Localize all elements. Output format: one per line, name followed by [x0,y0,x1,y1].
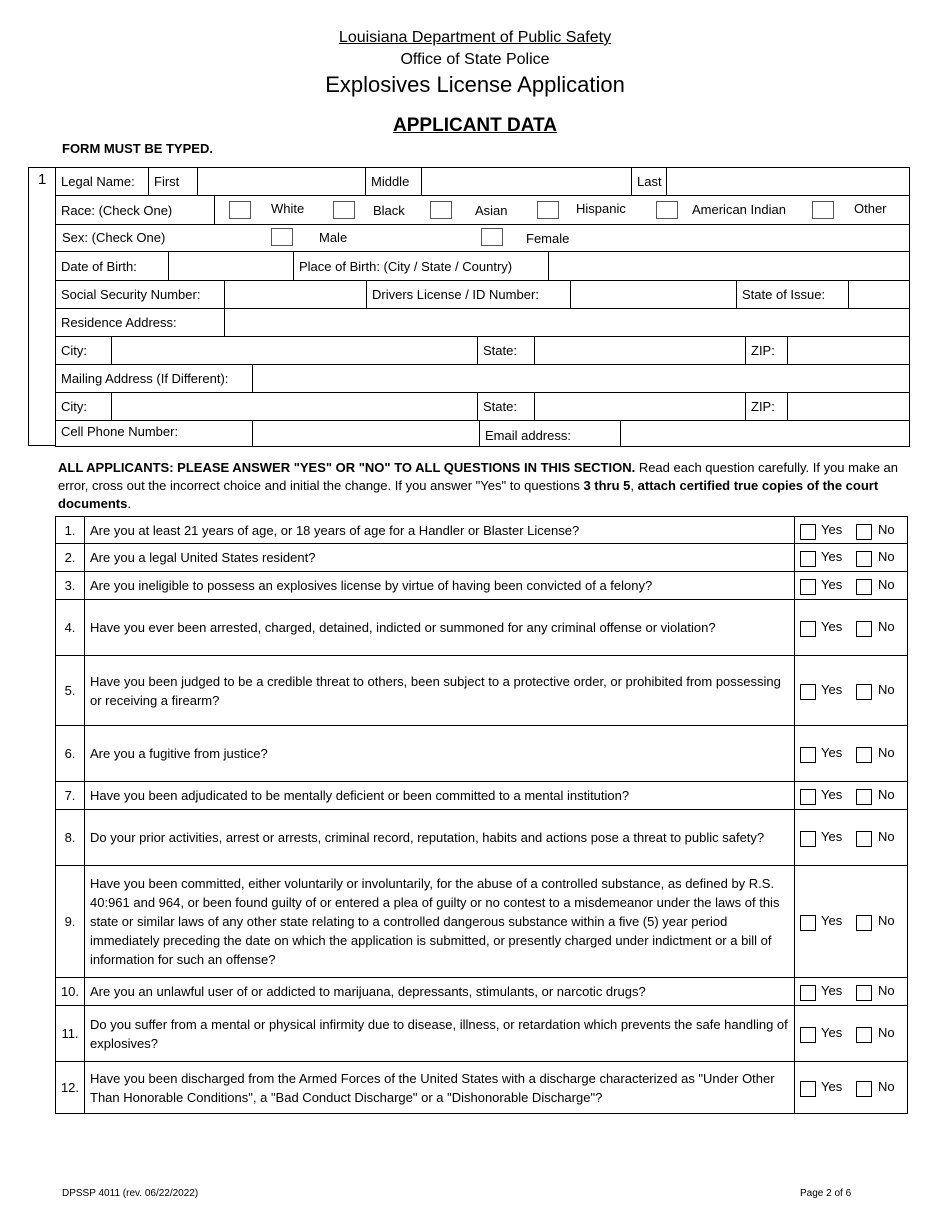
ssn-field[interactable] [224,281,366,308]
state-of-issue-label: State of Issue: [736,281,848,308]
answer-cell [794,517,907,543]
question-text: Have you been judged to be a credible threat to others, been subject to a protective order, or prohibited from possessing or receiving a firearm? [90,673,781,708]
yes-checkbox[interactable] [800,684,816,700]
last-name-field[interactable] [666,168,909,195]
yes-checkbox[interactable] [800,1081,816,1097]
question-text: Are you at least 21 years of age, or 18 years of age for a Handler or Blaster License? [90,522,580,538]
no-label: No [878,913,895,928]
race-other-label: Other [854,201,887,216]
typed-notice: FORM MUST BE TYPED. [62,141,213,156]
section-number: 1 [38,171,47,188]
answer-cell [794,1062,907,1113]
race-hispanic-label: Hispanic [576,201,626,216]
residence-row [56,309,909,337]
instructions-bold-3: attach certified true copies of the court documents [58,478,879,511]
answer-cell [794,600,907,655]
first-name-field[interactable] [197,168,365,195]
applicant-data-grid [55,167,910,447]
question-text: Have you been discharged from the Armed Forces of the United States with a discharge characterized as "Under Other Than Honorable Conditions", a "Bad Conduct Discharge" or a "Dishonorable Discharge"? [90,1070,775,1105]
question-number: 10. [56,978,85,1005]
section-number-cell [28,167,55,446]
yes-checkbox[interactable] [800,831,816,847]
state-label: State: [477,337,534,364]
no-label: No [878,522,895,537]
question-number: 6. [56,726,85,781]
yes-checkbox[interactable] [800,579,816,595]
question-number: 9. [56,866,85,977]
mailing-row [56,365,909,393]
question-text: Do your prior activities, arrest or arrests, criminal record, reputation, habits and actions pose a threat to public safety? [90,830,765,845]
answer-cell [794,782,907,809]
mailing-state-label: State: [477,393,534,420]
question-row [55,782,908,810]
first-name-label: First [148,168,197,195]
instructions-text-2: , [630,478,638,493]
question-number: 2. [56,544,85,571]
no-checkbox[interactable] [856,1081,872,1097]
section-title: APPLICANT DATA [393,115,557,136]
yes-label: Yes [821,577,843,592]
sex-row [56,225,909,252]
city-field[interactable] [111,337,477,364]
question-row [55,544,908,572]
state-of-issue-field[interactable] [848,281,909,308]
question-row [55,726,908,782]
birth-row [56,252,909,281]
mailing-city-row [56,393,909,421]
race-american-indian-checkbox[interactable] [656,201,678,219]
question-text: Are you ineligible to possess an explosives license by virtue of having been convicted of a felony? [90,578,653,593]
question-row [55,810,908,866]
question-row [55,600,908,656]
middle-name-field[interactable] [421,168,631,195]
question-row [55,978,908,1006]
no-label: No [878,983,895,998]
question-text: Are you a fugitive from justice? [90,746,268,761]
no-checkbox[interactable] [856,789,872,805]
no-checkbox[interactable] [856,684,872,700]
instructions-bold-2: 3 thru 5 [583,478,631,493]
yes-label: Yes [821,619,843,634]
yes-label: Yes [821,549,843,564]
form-id: DPSSP 4011 (rev. 06/22/2022) [62,1188,199,1199]
legal-name-label: Legal Name: [61,174,135,189]
no-checkbox[interactable] [856,1027,872,1043]
question-row [55,516,908,544]
mailing-zip-label: ZIP: [745,393,787,420]
no-label: No [878,619,895,634]
dob-label: Date of Birth: [61,258,137,274]
question-text: Have you been adjudicated to be mentally deficient or been committed to a mental institution? [90,788,630,803]
answer-cell [794,572,907,599]
zip-label: ZIP: [745,337,787,364]
residence-field[interactable] [224,309,909,336]
question-row [55,1062,908,1114]
race-asian-label: Asian [475,203,508,218]
race-hispanic-checkbox[interactable] [537,201,559,219]
mailing-city-field[interactable] [111,393,477,420]
yes-label: Yes [821,682,843,697]
no-checkbox[interactable] [856,551,872,567]
no-checkbox[interactable] [856,579,872,595]
yes-checkbox[interactable] [800,621,816,637]
cell-phone-field[interactable] [252,421,479,446]
yes-label: Yes [821,1025,843,1040]
yes-checkbox[interactable] [800,915,816,931]
yes-checkbox[interactable] [800,747,816,763]
yes-label: Yes [821,787,843,802]
ssn-label: Social Security Number: [61,287,201,302]
mailing-state-field[interactable] [534,393,745,420]
dl-label: Drivers License / ID Number: [366,281,570,308]
question-row [55,572,908,600]
instructions [58,459,908,513]
race-american-indian-label: American Indian [692,202,786,217]
yes-label: Yes [821,829,843,844]
id-row [56,281,909,309]
answer-cell [794,544,907,571]
zip-field[interactable] [787,337,909,364]
state-field[interactable] [534,337,745,364]
no-checkbox[interactable] [856,915,872,931]
race-options [214,196,909,224]
yes-checkbox[interactable] [800,551,816,567]
yes-label: Yes [821,745,843,760]
question-text: Are you a legal United States resident? [90,550,316,565]
last-name-label: Last [631,168,666,195]
answer-cell [794,810,907,865]
yes-label: Yes [821,1079,843,1094]
sex-cell [56,225,909,251]
question-row [55,1006,908,1062]
race-white-label: White [271,201,305,216]
yes-checkbox[interactable] [800,1027,816,1043]
no-label: No [878,577,895,592]
race-row [56,196,909,225]
mailing-zip-field[interactable] [787,393,909,420]
department-name: Louisiana Department of Public Safety [338,29,612,46]
office-name: Office of State Police [400,51,550,68]
page-number: Page 2 of 6 [800,1188,852,1199]
no-checkbox[interactable] [856,747,872,763]
pob-field[interactable] [548,252,909,280]
sex-male-checkbox[interactable] [271,228,293,246]
pob-label: Place of Birth: (City / State / Country) [293,252,548,280]
instructions-text-1: Read each question carefully. If you make an error, cross out the incorrect choice and initial the change. If you answer "Yes" to questions [58,460,899,493]
no-label: No [878,1079,895,1094]
answer-cell [794,866,907,977]
yes-checkbox[interactable] [800,985,816,1001]
legal-name-row [56,168,909,196]
yes-checkbox[interactable] [800,789,816,805]
race-other-checkbox[interactable] [812,201,834,219]
no-label: No [878,829,895,844]
email-field[interactable] [620,421,909,446]
no-label: No [878,1025,895,1040]
mailing-label: Mailing Address (If Different): [61,371,229,386]
yes-label: Yes [821,522,843,537]
email-label: Email address: [479,421,620,446]
form-title: Explosives License Application [325,72,625,97]
question-number: 8. [56,810,85,865]
sex-female-checkbox[interactable] [481,228,503,246]
instructions-text-3: . [127,496,131,511]
race-black-label: Black [373,203,405,218]
city-label: City: [61,343,87,358]
question-number: 4. [56,600,85,655]
question-text: Are you an unlawful user of or addicted to marijuana, depressants, stimulants, or narcotic drugs? [90,984,646,999]
race-asian-checkbox[interactable] [430,201,452,219]
race-black-checkbox[interactable] [333,201,355,219]
instructions-bold-1: ALL APPLICANTS: PLEASE ANSWER "YES" OR "NO" TO ALL QUESTIONS IN THIS SECTION. [58,460,636,475]
questions-table [55,516,908,1114]
answer-cell [794,656,907,725]
residence-label: Residence Address: [61,315,177,330]
yes-label: Yes [821,983,843,998]
question-number: 11. [56,1006,85,1061]
no-checkbox[interactable] [856,831,872,847]
question-number: 3. [56,572,85,599]
mailing-city-label: City: [61,399,87,414]
sex-male-label: Male [319,230,348,245]
no-label: No [878,745,895,760]
question-text: Have you ever been arrested, charged, detained, indicted or summoned for any criminal offense or violation? [90,620,716,635]
no-checkbox[interactable] [856,524,872,540]
question-text: Have you been committed, either voluntarily or involuntarily, for the abuse of a controlled substance, as defined by R.S. 40:961 and 964, or been found guilty of or entered a plea of guilty or no contest to a misdemeanor under the laws of this state or similar laws of any other state relating to a controlled dangerous substance within a five (5) year period immediately preceding the date on which the application is submitted, or presently charged under indictment or a bill of information for such an offense? [90,876,780,967]
question-row [55,866,908,978]
no-checkbox[interactable] [856,985,872,1001]
middle-name-label: Middle [365,168,421,195]
question-number: 1. [56,517,85,543]
yes-label: Yes [821,913,843,928]
sex-label: Sex: (Check One) [62,230,166,245]
residence-city-row [56,337,909,365]
mailing-field[interactable] [252,365,909,392]
question-number: 7. [56,782,85,809]
no-label: No [878,682,895,697]
question-row [55,656,908,726]
sex-female-label: Female [526,231,570,246]
question-number: 12. [56,1062,85,1113]
race-label: Race: (Check One) [61,202,173,218]
answer-cell [794,726,907,781]
question-number: 5. [56,656,85,725]
question-text: Do you suffer from a mental or physical infirmity due to disease, illness, or retardation which prevents the safe handling of explosives? [90,1016,788,1051]
yes-checkbox[interactable] [800,524,816,540]
race-white-checkbox[interactable] [229,201,251,219]
dob-field[interactable] [168,252,293,280]
cell-phone-label: Cell Phone Number: [61,424,179,439]
answer-cell [794,978,907,1005]
no-label: No [878,787,895,802]
dl-field[interactable] [570,281,736,308]
answer-cell [794,1006,907,1061]
no-checkbox[interactable] [856,621,872,637]
contact-row [56,421,909,446]
no-label: No [878,549,895,564]
